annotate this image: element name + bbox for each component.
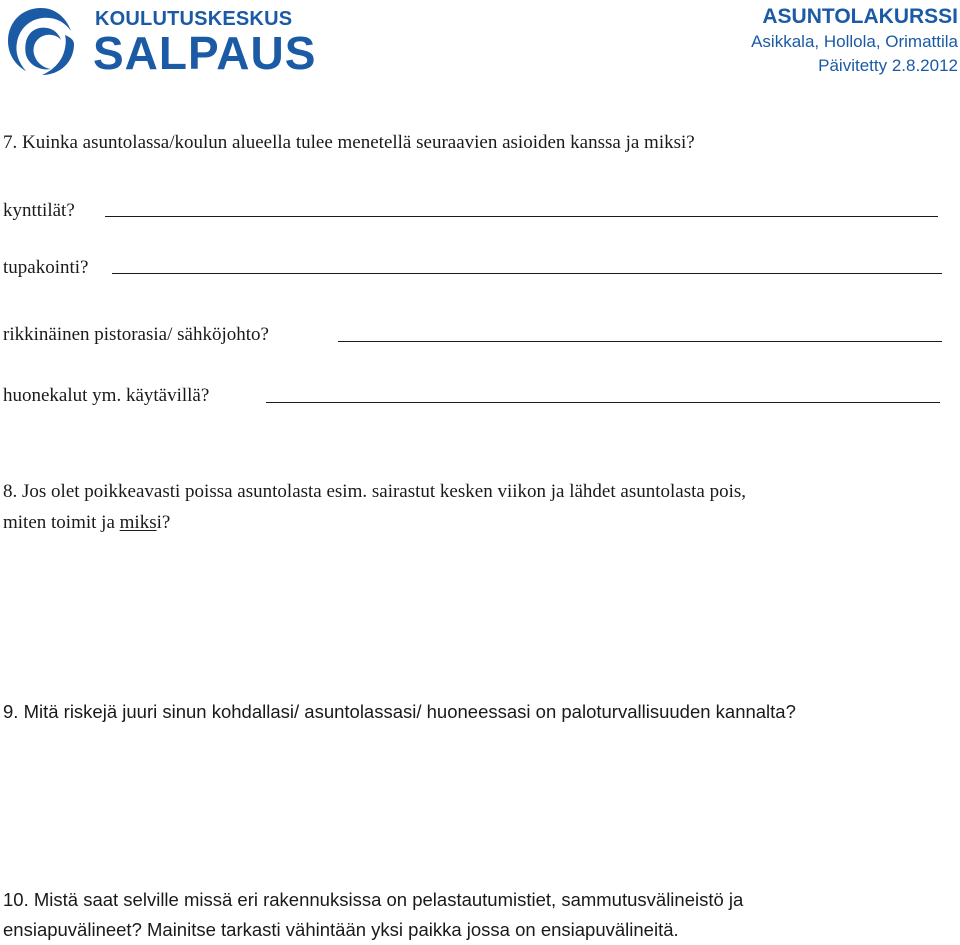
q7-item-smoking: tupakointi? [3,257,89,278]
answer-line-broken-socket[interactable] [338,341,942,342]
course-locations: Asikkala, Hollola, Orimattila [751,32,958,51]
q8-line2-prefix: miten toimit ja [3,512,120,533]
question-9: 9. Mitä riskejä juuri sinun kohdallasi/ asuntolassasi/ huoneessasi on paloturvallisuuden kannalta? [3,701,796,722]
question-10-line-1: 10. Mistä saat selville missä eri rakennuksissa on pelastautumistiet, sammutusvälineistö ja [3,889,744,910]
question-8-line-1: 8. Jos olet poikkeavasti poissa asuntolasta esim. sairastut kesken viikon ja lähdet asuntolasta pois, [3,481,746,502]
question-8-line-2 [3,508,170,538]
q8-line2-underlined: miks [119,512,157,533]
q7-item-broken-socket: rikkinäinen pistorasia/ sähköjohto? [3,324,269,345]
question-10-line-2: ensiapuvälineet? Mainitse tarkasti vähintään yksi paikka jossa on ensiapuvälineitä. [3,919,679,940]
answer-line-candles[interactable] [105,216,938,217]
salpaus-logo-icon [4,4,78,78]
updated-date: Päivitetty 2.8.2012 [818,56,958,75]
org-name: KOULUTUSKESKUS [95,8,293,30]
course-info [751,4,958,78]
q7-item-candles: kynttilät? [3,200,75,221]
q8-line2-suffix: i? [156,512,171,533]
answer-line-furniture[interactable] [266,402,940,403]
q7-item-furniture: huonekalut ym. käytävillä? [3,385,210,406]
course-title: ASUNTOLAKURSSI [762,5,958,28]
document-header [0,0,960,84]
question-7: 7. Kuinka asuntolassa/koulun alueella tulee menetellä seuraavien asioiden kanssa ja miksi? [3,132,695,153]
answer-line-smoking[interactable] [112,273,942,274]
brand-name: SALPAUS [93,27,317,79]
